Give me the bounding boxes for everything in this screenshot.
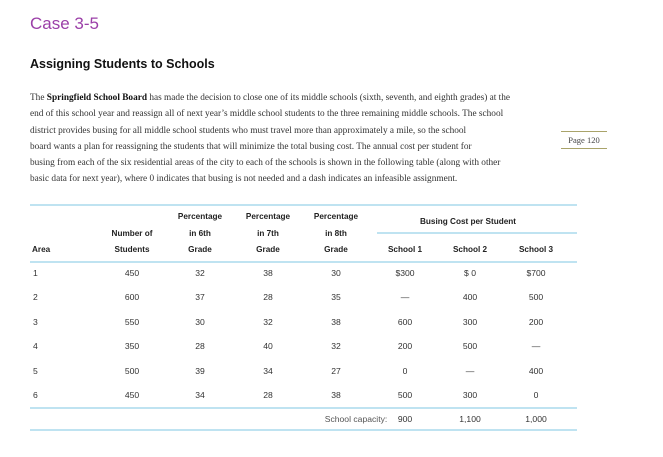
paragraph-line: basic data for next year), where 0 indicates that busing is not needed and a dash indicates an infeasible assignment. [30, 174, 458, 185]
cell-pct-8th: 35 [331, 292, 341, 303]
cell-cost-school-2: 500 [462, 341, 478, 352]
paragraph-line: end of this school year and reassign all of next year’s middle school students to the three remaining middle schools. The school [30, 109, 504, 120]
cell-pct-7th: 38 [263, 268, 273, 278]
cell-pct-8th: 32 [331, 341, 341, 352]
cell-pct-7th: 34 [263, 365, 273, 376]
cell-pct-6th: 32 [195, 268, 205, 278]
group-rule [377, 232, 577, 234]
cell-students: 450 [124, 390, 140, 400]
cell-pct-7th: 28 [263, 390, 273, 400]
paragraph-lead: The [30, 93, 45, 103]
paragraph-bold: Springfield School Board [46, 93, 148, 103]
header-g8: Percentage [313, 212, 359, 221]
header-g8: Grade [324, 245, 348, 254]
cell-pct-6th: 39 [195, 365, 205, 376]
header-g7: in 7th [257, 229, 279, 238]
header-g6: in 6th [189, 229, 211, 238]
cell-students: 500 [124, 365, 140, 376]
cell-area: 3 [33, 316, 38, 327]
cell-cost-school-2: 300 [462, 316, 478, 327]
cell-cost-school-3: 200 [528, 316, 544, 327]
paragraph-line: board wants a plan for reassigning the students that will minimize the total busing cost. The annual cost per student for [30, 141, 472, 152]
cell-cost-school-2: — [465, 365, 475, 376]
cell-pct-6th: 34 [195, 390, 205, 400]
header-students: Number of [111, 229, 153, 238]
cell-cost-school-1: 500 [397, 390, 413, 400]
cell-cost-school-3: 400 [528, 365, 544, 376]
header-school-2: School 2 [452, 245, 488, 254]
cell-students: 450 [124, 268, 140, 278]
cell-cost-school-3: $700 [526, 268, 546, 278]
cell-cost-school-1: 0 [402, 365, 408, 376]
cell-cost-school-2: 300 [462, 390, 478, 400]
case-description [30, 90, 570, 188]
cell-pct-6th: 28 [195, 341, 205, 352]
cell-students: 550 [124, 316, 140, 327]
cell-area: 5 [33, 365, 38, 376]
table-rule [30, 204, 577, 206]
header-school-1: School 1 [387, 245, 423, 254]
paragraph-line [30, 90, 570, 106]
cell-cost-school-3: 0 [533, 390, 539, 400]
cell-pct-6th: 37 [195, 292, 205, 303]
group-header: Busing Cost per Student [420, 217, 516, 226]
header-g6: Percentage [177, 212, 223, 221]
header-area: Area [32, 245, 51, 254]
cell-pct-6th: 30 [195, 316, 205, 327]
cell-cost-school-1: $300 [395, 268, 415, 278]
header-g6: Grade [188, 245, 212, 254]
header-school-3: School 3 [518, 245, 554, 254]
cell-cost-school-2: 400 [462, 292, 478, 303]
cell-cost-school-1: — [400, 292, 410, 303]
page-reference: Page 120 [561, 131, 607, 149]
capacity-label: School capacity: [324, 414, 388, 424]
cell-pct-8th: 27 [331, 365, 341, 376]
header-g7: Grade [256, 245, 280, 254]
cell-pct-8th: 38 [331, 390, 341, 400]
cell-pct-8th: 30 [331, 268, 341, 278]
cell-pct-7th: 32 [263, 316, 273, 327]
paragraph-line: district provides busing for all middle school students who must travel more than approximately a mile, so the school [30, 125, 467, 136]
cell-area: 2 [33, 292, 38, 303]
cell-pct-7th: 40 [263, 341, 273, 352]
cell-students: 350 [124, 341, 140, 352]
header-g8: in 8th [325, 229, 347, 238]
table-rule [30, 407, 577, 409]
paragraph-text: has made the decision to close one of its middle schools (sixth, seventh, and eighth grades) at the [149, 93, 511, 103]
capacity-school-3: 1,000 [525, 414, 547, 424]
cell-cost-school-1: 200 [397, 341, 413, 352]
cell-cost-school-3: 500 [528, 292, 544, 303]
cell-cost-school-1: 600 [397, 316, 413, 327]
case-label: Case 3-5 [30, 14, 99, 33]
cell-students: 600 [124, 292, 140, 303]
cell-cost-school-2: $ 0 [464, 268, 476, 278]
paragraph-line: busing from each of the six residential areas of the city to each of the schools is shown in the following table (along with other [30, 158, 501, 169]
cell-pct-7th: 28 [263, 292, 273, 303]
table-rule [30, 261, 577, 263]
header-students: Students [114, 245, 150, 254]
case-heading: Assigning Students to Schools [30, 57, 215, 71]
header-g7: Percentage [245, 212, 291, 221]
table-rule [30, 429, 577, 431]
capacity-school-1: 900 [397, 414, 413, 424]
cell-cost-school-3: — [531, 341, 541, 352]
cell-pct-8th: 38 [331, 316, 341, 327]
cell-area: 1 [33, 268, 38, 278]
capacity-school-2: 1,100 [459, 414, 481, 424]
cell-area: 6 [33, 390, 38, 400]
cell-area: 4 [33, 341, 38, 352]
